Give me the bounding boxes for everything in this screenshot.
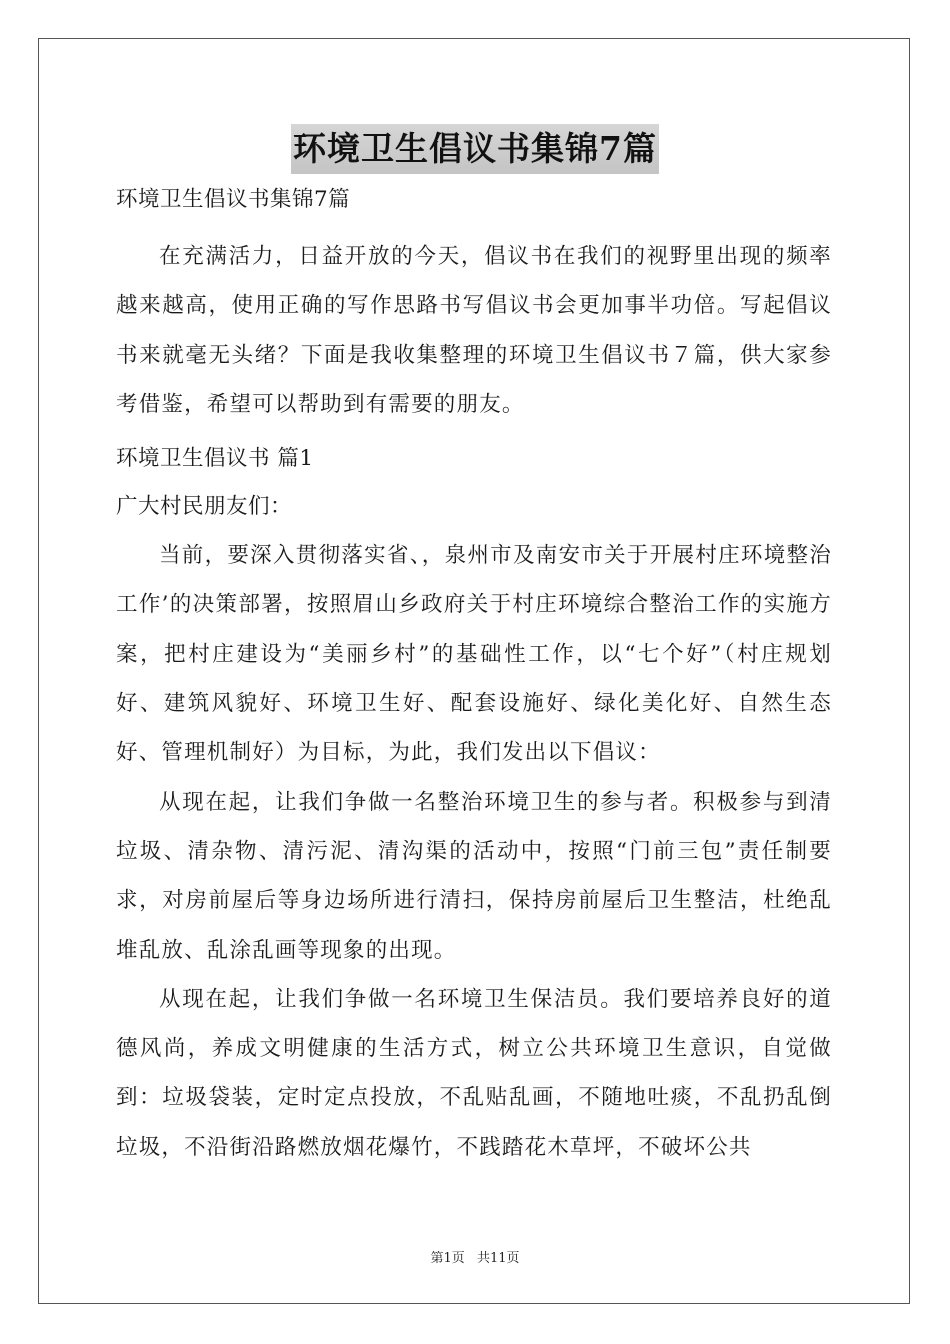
document-body bbox=[116, 176, 832, 1172]
page-footer bbox=[0, 1247, 950, 1266]
intro-paragraph: 在充满活力，日益开放的今天，倡议书在我们的视野里出现的频率越来越高，使用正确的写作思路书写倡议书会更加事半功倍。写起倡议书来就毫无头绪？下面是我收集整理的环境卫生倡议书７篇，供大家参考借鉴，希望可以帮助到有需要的朋友。 bbox=[116, 244, 832, 417]
page-number: 第1页 bbox=[430, 1251, 465, 1266]
document-title: 环境卫生倡议书集锦7篇 bbox=[291, 124, 659, 174]
body-paragraph-2: 从现在起，让我们争做一名整治环境卫生的参与者。积极参与到清垃圾、清杂物、清污泥、清沟渠的活动中，按照“门前三包”责任制要求，对房前屋后等身边场所进行清扫，保持房前屋后卫生整洁，杜绝乱堆乱放、乱涂乱画等现象的出现。 bbox=[116, 789, 832, 963]
section-heading: 环境卫生倡议书 篇1 bbox=[116, 446, 314, 472]
salutation: 广大村民朋友们： bbox=[116, 494, 293, 520]
title-area bbox=[0, 124, 950, 174]
page-total: 共11页 bbox=[476, 1251, 520, 1266]
body-paragraph-1: 当前，要深入贯彻落实省、，泉州市及南安市关于开展村庄环境整治工作’的决策部署，按照眉山乡政府关于村庄环境综合整治工作的实施方案，把村庄建设为“美丽乡村”的基础性工作，以“七个好”（村庄规划好、建筑风貌好、环境卫生好、配套设施好、绿化美化好、自然生态好、管理机制好）为目标，为此，我们发出以下倡议： bbox=[116, 543, 832, 766]
body-paragraph-3: 从现在起，让我们争做一名环境卫生保洁员。我们要培养良好的道德风尚，养成文明健康的生活方式，树立公共环境卫生意识，自觉做到：垃圾袋装，定时定点投放，不乱贴乱画，不随地吐痰，不乱扔乱倒垃圾，不沿街沿路燃放烟花爆竹，不践踏花木草坪，不破坏公共 bbox=[116, 986, 832, 1160]
document-subtitle: 环境卫生倡议书集锦7篇 bbox=[116, 187, 351, 212]
